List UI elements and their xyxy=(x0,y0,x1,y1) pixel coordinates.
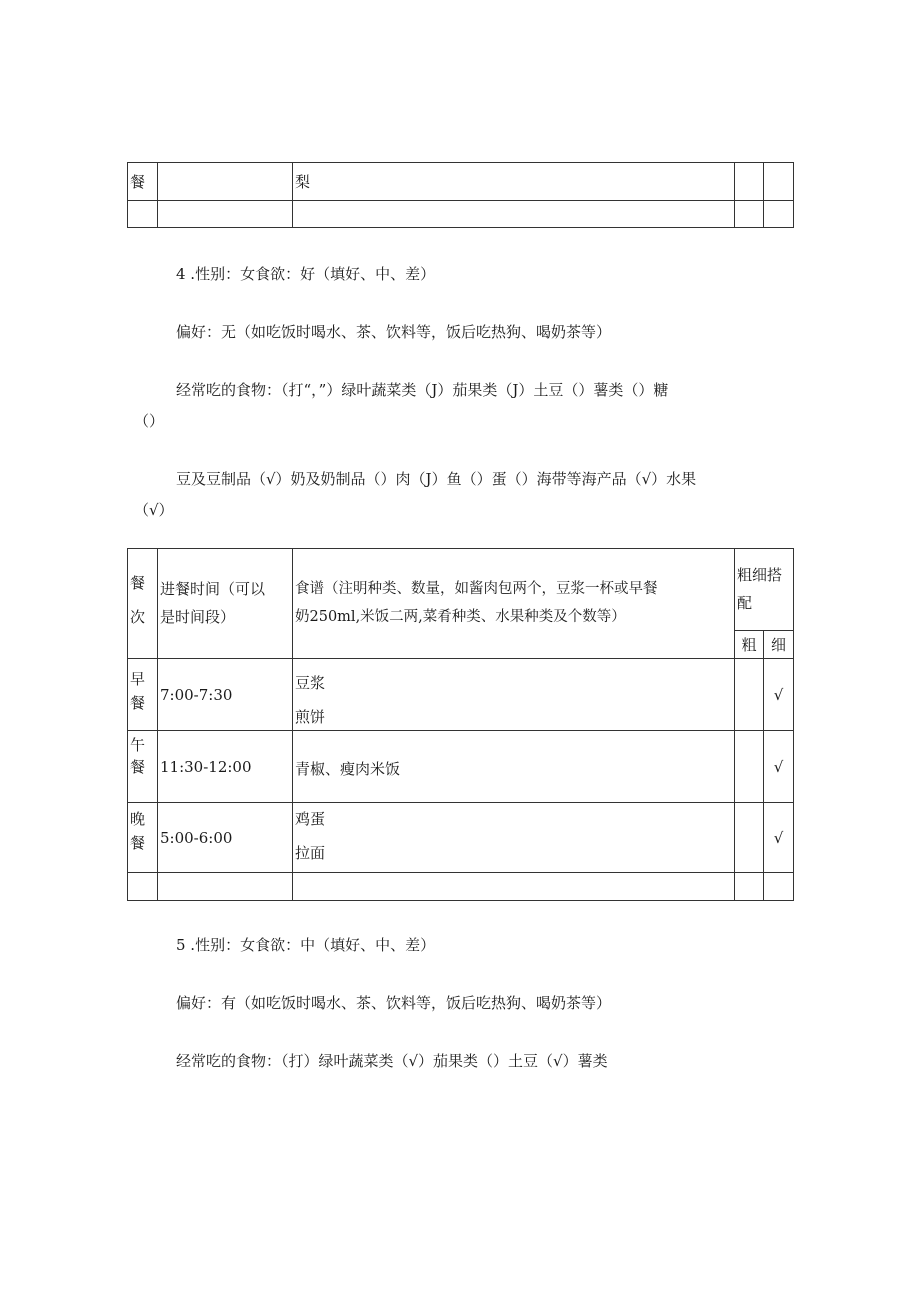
time-cell: 7:00-7:30 xyxy=(158,659,293,731)
meal-label: 餐 xyxy=(130,172,146,191)
time-cell: 11:30-12:00 xyxy=(158,731,293,803)
header-coarse: 粗 xyxy=(735,631,764,659)
coarse-cell xyxy=(735,873,764,901)
header-fine: 细 xyxy=(764,631,794,659)
header-meal: 餐 次 xyxy=(128,549,158,659)
section4-foods-line2: 豆及豆制品（√）奶及奶制品（）肉（J）鱼（）蛋（）海带等海产品（√）水果 xyxy=(176,470,697,488)
time-cell xyxy=(158,163,293,201)
section5-preference: 偏好：有（如吃饭时喝水、茶、饮料等，饭后吃热狗、喝奶茶等） xyxy=(176,994,612,1012)
meal-cell xyxy=(128,201,158,228)
fine-cell xyxy=(764,873,794,901)
section5-heading: 5 .性别：女食欲：中（填好、中、差） xyxy=(176,936,436,954)
fine-cell xyxy=(764,201,794,228)
section5-foods-line1: 经常吃的食物：（打）绿叶蔬菜类（√）茄果类（）土豆（√）薯类 xyxy=(176,1052,608,1070)
meal-cell xyxy=(128,163,158,201)
diet-table-fragment xyxy=(127,162,794,228)
coarse-cell xyxy=(735,731,764,803)
fine-check: √ xyxy=(764,731,794,803)
fine-check: √ xyxy=(764,803,794,873)
header-time: 进餐时间（可以 是时间段） xyxy=(158,549,293,659)
recipe-cell xyxy=(293,873,735,901)
coarse-cell xyxy=(735,163,764,201)
table-row xyxy=(128,803,794,873)
table-row xyxy=(128,731,794,803)
section4-heading: 4 .性别：女食欲：好（填好、中、差） xyxy=(176,265,436,283)
time-cell xyxy=(158,201,293,228)
recipe-cell: 青椒、瘦肉米饭 xyxy=(293,731,735,803)
coarse-cell xyxy=(735,659,764,731)
meal-cell: 早 餐 xyxy=(128,659,158,731)
recipe-cell xyxy=(293,201,735,228)
section4-foods-line2-wrap: （√） xyxy=(134,501,174,519)
meal-cell: 晚 餐 xyxy=(128,803,158,873)
recipe-cell xyxy=(293,163,735,201)
header-recipe: 食谱（注明种类、数量，如酱肉包两个，豆浆一杯或早餐 奶250ml,米饭二两,菜肴种类、水果种类及个数等） xyxy=(293,549,735,659)
meal-cell xyxy=(128,873,158,901)
table-row xyxy=(128,659,794,731)
coarse-cell xyxy=(735,201,764,228)
table-row-empty xyxy=(128,873,794,901)
section4-foods-line1-wrap: （） xyxy=(134,412,165,430)
time-cell: 5:00-6:00 xyxy=(158,803,293,873)
meal-cell: 午 餐 xyxy=(128,731,158,803)
coarse-cell xyxy=(735,803,764,873)
recipe-text: 梨 xyxy=(295,172,311,191)
recipe-cell: 鸡蛋 拉面 xyxy=(293,803,735,873)
section4-preference: 偏好：无（如吃饭时喝水、茶、饮料等，饭后吃热狗、喝奶茶等） xyxy=(176,323,612,341)
header-mix: 粗细搭 配 xyxy=(735,549,794,631)
fine-cell xyxy=(764,163,794,201)
recipe-cell: 豆浆 煎饼 xyxy=(293,659,735,731)
fine-check: √ xyxy=(764,659,794,731)
diet-table xyxy=(127,548,794,901)
time-cell xyxy=(158,873,293,901)
section4-foods-line1: 经常吃的食物：（打“，”）绿叶蔬菜类（J）茄果类（J）土豆（）薯类（）糖 xyxy=(176,381,669,399)
